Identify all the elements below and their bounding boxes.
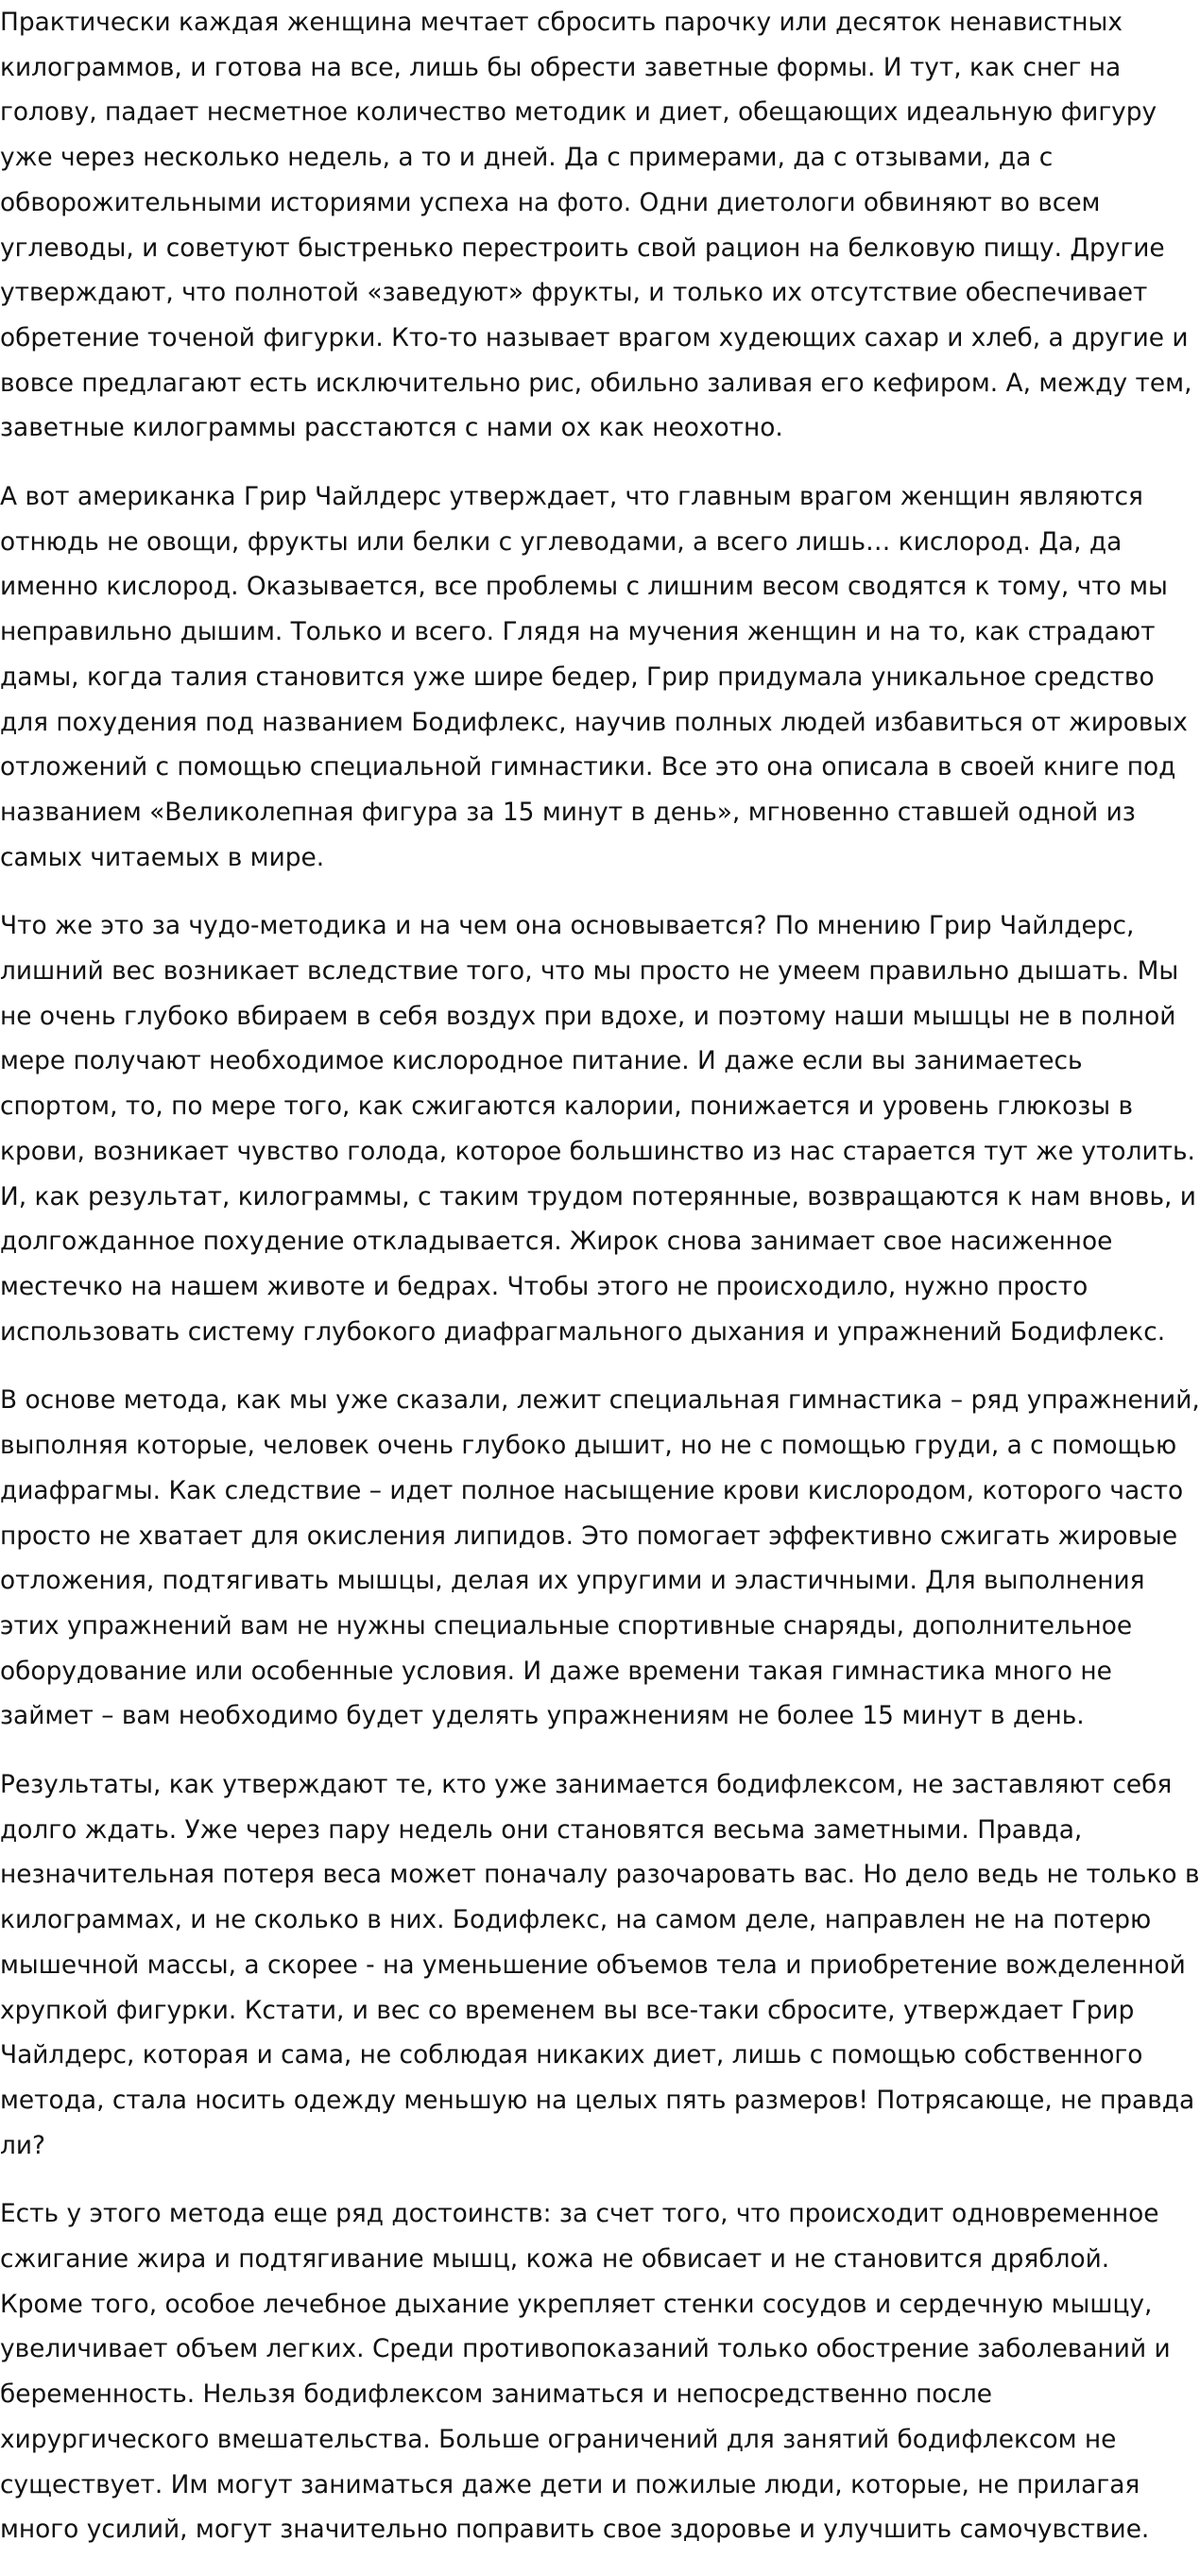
article-paragraph-3: Что же это за чудо-методика и на чем она основывается? По мнению Грир Чайлдерс, лишний вес возникает вследствие того, что мы просто не умеем правильно дышать. Мы не очень глубоко вбираем в себя воздух при вдохе, и поэтому наши мышцы не в полной мере получают необходимое кислородное питание. И даже если вы занимаетесь спортом, то, по мере того, как сжигаются калории, понижается и уровень глюкозы в крови, возникает чувство голода, которое большинство из нас старается тут же утолить. И, как результат, килограммы, с таким трудом потерянные, возвращаются к нам вновь, и долгожданное похудение откладывается. Жирок снова занимает свое насиженное местечко на нашем животе и бедрах. Чтобы этого не происходило, нужно просто использовать систему глубокого диафрагмального дыхания и упражнений Бодифлекс. (0, 911, 1196, 1347)
article-paragraph-1: Практически каждая женщина мечтает сбросить парочку или десяток ненавистных килограммов, и готова на все, лишь бы обрести заветные формы. И тут, как снег на голову, падает несметное количество методик и диет, обещающих идеальную фигуру уже через несколько недель, а то и дней. Да с примерами, да с отзывами, да с обворожительными историями успеха на фото. Одни диетологи обвиняют во всем углеводы, и советуют быстренько перестроить свой рацион на белковую пищу. Другие утверждают, что полнотой «заведуют» фрукты, и только их отсутствие обеспечивает обретение точеной фигурки. Кто-то называет врагом худеющих сахар и хлеб, а другие и вовсе предлагают есть исключительно рис, обильно заливая его кефиром. А, между тем, заветные килограммы расстаются с нами ох как неохотно. (0, 8, 1192, 443)
article-paragraph-6: Есть у этого метода еще ряд достоинств: за счет того, что происходит одновременное сжигание жира и подтягивание мышц, кожа не обвисает и не становится дряблой. Кроме того, особое лечебное дыхание укрепляет стенки сосудов и сердечную мышцу, увеличивает объем легких. Среди противопоказаний только обострение заболеваний и беременность. Нельзя бодифлексом заниматься и непосредственно после хирургического вмешательства. Больше ограничений для занятий бодифлексом не существует. Им могут заниматься даже дети и пожилые люди, которые, не прилагая много усилий, могут значительно поправить свое здоровье и улучшить самочувствие. (0, 2199, 1171, 2545)
article-paragraph-2: А вот американка Грир Чайлдерс утверждает, что главным врагом женщин являются отнюдь не овощи, фрукты или белки с углеводами, а всего лишь… кислород. Да, да именно кислород. Оказывается, все проблемы с лишним весом сводятся к тому, что мы неправильно дышим. Только и всего. Глядя на мучения женщин и на то, как страдают дамы, когда талия становится уже шире бедер, Грир придумала уникальное средство для похудения под названием Бодифлекс, научив полных людей избавиться от жировых отложений с помощью специальной гимнастики. Все это она описала в своей книге под названием «Великолепная фигура за 15 минут в день», мгновенно ставшей одной из самых читаемых в мире. (0, 482, 1188, 872)
article-paragraph-4: В основе метода, как мы уже сказали, лежит специальная гимнастика – ряд упражнений, выполняя которые, человек очень глубоко дышит, но не с помощью груди, а с помощью диафрагмы. Как следствие – идет полное насыщение крови кислородом, которого часто просто не хватает для окисления липидов. Это помогает эффективно сжигать жировые отложения, подтягивать мышцы, делая их упругими и эластичными. Для выполнения этих упражнений вам не нужны специальные спортивные снаряды, дополнительное оборудование или особенные условия. И даже времени такая гимнастика много не займет – вам необходимо будет уделять упражнениям не более 15 минут в день. (0, 1385, 1200, 1731)
article-paragraph-5: Результаты, как утверждают те, кто уже занимается бодифлексом, не заставляют себя долго ждать. Уже через пару недель они становятся весьма заметными. Правда, незначительная потеря веса может поначалу разочаровать вас. Но дело ведь не только в килограммах, и не сколько в них. Бодифлекс, на самом деле, направлен не на потерю мышечной массы, а скорее - на уменьшение объемов тела и приобретение вожделенной хрупкой фигурки. Кстати, и вес со временем вы все-таки сбросите, утверждает Грир Чайлдерс, которая и сама, не соблюдая никаких диет, лишь с помощью собственного метода, стала носить одежду меньшую на целых пять размеров! Потрясающе, не правда ли? (0, 1770, 1200, 2160)
